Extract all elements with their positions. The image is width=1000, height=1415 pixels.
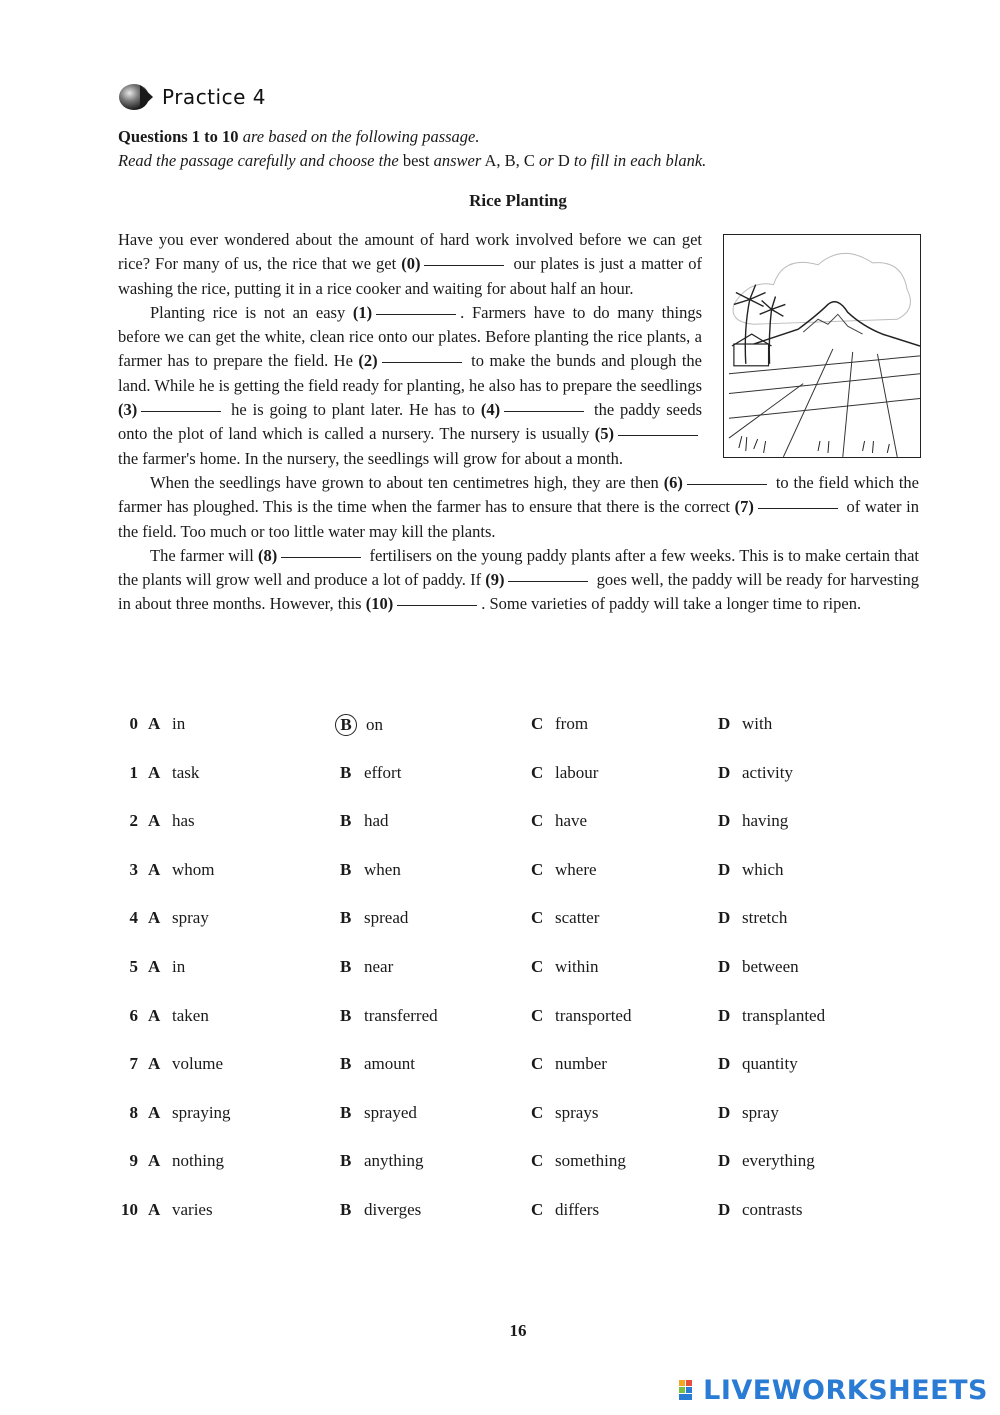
option-b-letter: B — [340, 1005, 352, 1025]
p2-text-a: Planting rice is not an easy — [150, 302, 346, 322]
question-number: 7 — [129, 1054, 138, 1074]
option-b[interactable] — [340, 860, 401, 880]
option-c-letter: C — [531, 859, 544, 879]
p2-text-d: he is going to plant later. He has to — [231, 400, 475, 420]
option-c-letter: C — [531, 956, 544, 976]
option-d-text: transplanted — [742, 1005, 826, 1025]
p4-text-c: goes well, the paddy will be ready for harvesting in about three months. However, this — [118, 570, 919, 614]
option-b-letter: B — [340, 956, 352, 976]
option-b-text: amount — [364, 1054, 415, 1074]
option-d-text: having — [742, 811, 789, 831]
p2-text-c: to make the bunds and plough the land. While he is getting the field ready for planting, he also has to prepare the seedlings — [118, 351, 702, 395]
option-b[interactable] — [340, 1054, 415, 1074]
option-b[interactable] — [340, 1200, 421, 1220]
question-number: 8 — [129, 1102, 138, 1122]
blank-5[interactable] — [618, 434, 698, 436]
option-d-letter: D — [718, 714, 731, 733]
option-a-text: spraying — [172, 1102, 231, 1122]
blank-2-number: (2) — [358, 351, 378, 371]
blank-2[interactable] — [382, 361, 462, 363]
option-c[interactable] — [531, 860, 597, 880]
blank-9[interactable] — [508, 580, 588, 582]
option-b-text: spread — [364, 908, 409, 928]
liveworksheets-logo-icon — [679, 1380, 699, 1402]
option-c-letter: C — [531, 1151, 544, 1171]
question-number: 0 — [129, 714, 138, 733]
option-d-text: contrasts — [742, 1199, 803, 1219]
option-c[interactable] — [531, 811, 587, 831]
paragraph-4 — [118, 544, 919, 617]
blank-4[interactable] — [504, 410, 584, 412]
option-c[interactable] — [531, 763, 598, 783]
paragraph-1 — [118, 228, 702, 301]
question-number: 9 — [129, 1151, 138, 1171]
option-a-letter: A — [148, 1054, 161, 1074]
option-a-letter: A — [148, 1005, 161, 1025]
option-d-letter: D — [718, 1054, 731, 1074]
option-a-text: in — [172, 956, 186, 976]
option-c-letter: C — [531, 762, 544, 782]
option-d-text: spray — [742, 1102, 779, 1122]
blank-0-number: (0) — [401, 254, 421, 274]
paragraph-2 — [118, 301, 702, 471]
option-d[interactable] — [718, 860, 784, 880]
option-c-text: number — [555, 1054, 607, 1074]
option-a-letter: A — [148, 1151, 161, 1171]
option-c-letter: C — [531, 714, 544, 733]
page-number: 16 — [509, 1321, 527, 1340]
question-number: 1 — [129, 762, 138, 782]
question-row — [118, 848, 938, 897]
option-c[interactable] — [531, 1103, 598, 1123]
instructions-line2-a: Read the passage carefully and choose the — [118, 151, 399, 170]
p3-text-c: of water in the field. Too much or too little water may kill the plants. — [118, 497, 919, 541]
option-a-letter: A — [148, 1199, 161, 1219]
question-number: 3 — [129, 859, 138, 879]
question-row — [118, 702, 938, 751]
p2-text-f: the farmer's home. In the nursery, the seedlings will grow for about a month. — [118, 448, 624, 468]
option-c[interactable] — [531, 1200, 599, 1220]
blank-3[interactable] — [141, 410, 221, 412]
option-a[interactable] — [148, 1006, 209, 1026]
blank-10[interactable] — [397, 604, 477, 606]
p3-text-b: to the field which the farmer has ploughed. This is the time when the farmer has to ensure that there is the correct — [118, 472, 919, 517]
question-row — [118, 896, 938, 945]
option-c[interactable] — [531, 957, 598, 977]
option-c[interactable] — [531, 714, 588, 734]
blank-4-number: (4) — [480, 400, 501, 420]
option-c-text: within — [555, 956, 599, 976]
option-d-text: activity — [742, 762, 793, 782]
option-d-letter: D — [718, 859, 731, 879]
option-d[interactable] — [718, 714, 772, 734]
passage-title: Rice Planting — [469, 191, 567, 210]
option-a[interactable] — [148, 714, 185, 734]
instructions-option-d: D — [557, 151, 570, 170]
question-number: 4 — [129, 908, 138, 928]
p4-text-d: . Some varieties of paddy will take a longer time to ripen. — [481, 594, 862, 614]
option-b[interactable] — [340, 714, 383, 736]
option-b-text: anything — [364, 1151, 424, 1171]
watermark — [679, 1375, 988, 1406]
question-row — [118, 1139, 938, 1188]
blank-5-number: (5) — [594, 424, 615, 444]
option-b-letter: B — [340, 1151, 352, 1171]
option-c-letter: C — [531, 1199, 544, 1219]
instructions-line1: are based on the following passage. — [242, 127, 480, 146]
option-b-text: near — [364, 956, 394, 976]
blank-1-number: (1) — [352, 302, 373, 322]
blank-6-number: (6) — [663, 472, 683, 492]
option-c-text: transported — [555, 1005, 632, 1025]
p1-text-b: our plates is just a matter of washing the rice, putting it in a rice cooker and waiting for about half an hour. — [118, 254, 702, 298]
option-b[interactable] — [340, 1103, 417, 1123]
option-c-text: scatter — [555, 908, 600, 928]
p3-text-a: When the seedlings have grown to about ten centimetres high, they are then — [150, 472, 659, 492]
option-c-text: where — [555, 859, 597, 879]
option-a-letter: A — [148, 859, 161, 879]
p4-text-b: fertilisers on the young paddy plants after a few weeks. This is to make certain that the plants will grow well and produce a lot of paddy. If — [118, 545, 920, 590]
option-a-letter: A — [148, 762, 161, 782]
option-d[interactable] — [718, 1200, 802, 1220]
option-a[interactable] — [148, 1200, 213, 1220]
instructions-options: A, B, C — [484, 151, 535, 170]
option-a[interactable] — [148, 1054, 223, 1074]
option-b-text: sprayed — [364, 1102, 417, 1122]
option-a[interactable] — [148, 860, 215, 880]
option-d-letter: D — [718, 1005, 731, 1025]
option-b-text: had — [364, 811, 389, 831]
option-d-letter: D — [718, 1199, 731, 1219]
question-number: 5 — [129, 956, 138, 976]
option-c-text: something — [555, 1151, 626, 1171]
option-a-letter: A — [148, 1102, 161, 1122]
option-a-letter: A — [148, 956, 161, 976]
option-a-text: in — [172, 714, 186, 733]
option-c-letter: C — [531, 1102, 544, 1122]
question-number: 2 — [129, 811, 138, 831]
blank-3-number: (3) — [118, 400, 138, 420]
instructions-best: best — [402, 151, 430, 170]
option-d[interactable] — [718, 1103, 779, 1123]
question-row — [118, 751, 938, 800]
question-row — [118, 1042, 938, 1091]
option-b-letter: B — [340, 1199, 352, 1219]
option-c[interactable] — [531, 1006, 631, 1026]
instructions-questions-range: Questions 1 to 10 — [118, 127, 239, 146]
option-a-text: whom — [172, 859, 215, 879]
instructions-or: or — [539, 151, 554, 170]
option-d-text: between — [742, 956, 799, 976]
option-b[interactable] — [340, 763, 401, 783]
option-b-text: diverges — [364, 1199, 422, 1219]
option-b-letter: B — [340, 1102, 352, 1122]
instructions-line2-b: answer — [433, 151, 482, 170]
option-a-text: has — [172, 811, 195, 831]
blank-9-number: (9) — [485, 570, 505, 590]
option-b[interactable] — [340, 1151, 424, 1171]
paragraph-3 — [118, 471, 919, 544]
option-b[interactable] — [340, 811, 389, 831]
option-d-letter: D — [718, 956, 731, 976]
p1-text-a: Have you ever wondered about the amount of hard work involved before we can get rice? For many of us, the rice that we get — [118, 230, 702, 274]
option-c-letter: C — [531, 908, 544, 928]
option-b-letter: B — [340, 762, 352, 782]
option-a-text: task — [172, 762, 200, 782]
option-d[interactable] — [718, 908, 787, 928]
blank-6[interactable] — [687, 483, 767, 485]
circled-answer-letter: B — [335, 714, 357, 736]
option-c[interactable] — [531, 1054, 607, 1074]
option-c-letter: C — [531, 811, 544, 831]
option-d-text: which — [742, 859, 784, 879]
option-c[interactable] — [531, 908, 599, 928]
option-a-text: varies — [172, 1199, 213, 1219]
blank-1[interactable] — [376, 313, 456, 315]
option-a-text: taken — [172, 1005, 209, 1025]
option-a[interactable] — [148, 1103, 231, 1123]
option-a[interactable] — [148, 763, 199, 783]
option-b-letter: B — [340, 811, 352, 831]
option-d-letter: D — [718, 1151, 731, 1171]
option-b-letter: B — [340, 1054, 352, 1074]
option-a[interactable] — [148, 908, 209, 928]
option-d-letter: D — [718, 908, 731, 928]
option-c-text: sprays — [555, 1102, 599, 1122]
option-a-text: volume — [172, 1054, 223, 1074]
question-row — [118, 994, 938, 1043]
option-d[interactable] — [718, 763, 793, 783]
instructions-line2-c: to fill in each blank. — [573, 151, 707, 170]
practice-header — [118, 82, 266, 112]
question-list — [118, 702, 938, 1237]
option-d-text: stretch — [742, 908, 788, 928]
passage-body — [118, 228, 919, 617]
option-d-text: everything — [742, 1151, 815, 1171]
watermark-text: LIVEWORKSHEETS — [703, 1375, 988, 1406]
option-d[interactable] — [718, 1151, 815, 1171]
option-a[interactable] — [148, 957, 185, 977]
option-b-text: effort — [364, 762, 402, 782]
option-c-letter: C — [531, 1054, 544, 1074]
p2-text-b: . Farmers have to do many things before we can get the white, clean rice onto our plates. Before planting the rice plants, a farmer has to prepare the field. He — [118, 302, 703, 371]
p2-text-e: the paddy seeds onto the plot of land which is called a nursery. The nursery is usually — [118, 400, 703, 444]
question-row — [118, 1091, 938, 1140]
blank-0[interactable] — [424, 264, 504, 266]
question-number: 6 — [129, 1005, 138, 1025]
option-a[interactable] — [148, 811, 195, 831]
question-row — [118, 1188, 938, 1237]
question-number: 10 — [121, 1199, 138, 1219]
blank-8-number: (8) — [258, 545, 278, 565]
question-row — [118, 945, 938, 994]
option-b-text: transferred — [364, 1005, 438, 1025]
option-d[interactable] — [718, 811, 788, 831]
option-b-letter: B — [340, 908, 352, 928]
option-b[interactable] — [340, 957, 393, 977]
blank-7-number: (7) — [734, 497, 754, 517]
p4-text-a: The farmer will — [150, 545, 254, 565]
option-c-text: labour — [555, 762, 599, 782]
option-b-text: when — [364, 859, 401, 879]
option-d-letter: D — [718, 1102, 731, 1122]
option-c-text: have — [555, 811, 588, 831]
option-b-text: on — [366, 715, 383, 734]
option-d-letter: D — [718, 811, 731, 831]
option-d-text: with — [742, 714, 773, 733]
option-d[interactable] — [718, 1054, 798, 1074]
option-c[interactable] — [531, 1151, 626, 1171]
instructions — [118, 125, 706, 173]
option-d-letter: D — [718, 762, 731, 782]
practice-title: Practice 4 — [162, 85, 266, 109]
option-a-text: spray — [172, 908, 209, 928]
blank-10-number: (10) — [365, 594, 394, 614]
option-a-letter: A — [148, 811, 161, 831]
option-d[interactable] — [718, 1006, 825, 1026]
option-b[interactable] — [340, 1006, 438, 1026]
option-c-letter: C — [531, 1005, 544, 1025]
option-c-text: differs — [555, 1199, 600, 1219]
answer-options — [118, 702, 938, 1237]
option-a[interactable] — [148, 1151, 224, 1171]
option-a-letter: A — [148, 714, 161, 733]
option-d[interactable] — [718, 957, 799, 977]
option-b[interactable] — [340, 908, 408, 928]
option-b-letter: B — [340, 859, 352, 879]
question-row — [118, 799, 938, 848]
blank-7[interactable] — [758, 507, 838, 509]
option-a-text: nothing — [172, 1151, 224, 1171]
sphere-bullet-icon — [118, 82, 154, 112]
option-a-letter: A — [148, 908, 161, 928]
option-d-text: quantity — [742, 1054, 798, 1074]
option-c-text: from — [555, 714, 589, 733]
blank-8[interactable] — [281, 556, 361, 558]
